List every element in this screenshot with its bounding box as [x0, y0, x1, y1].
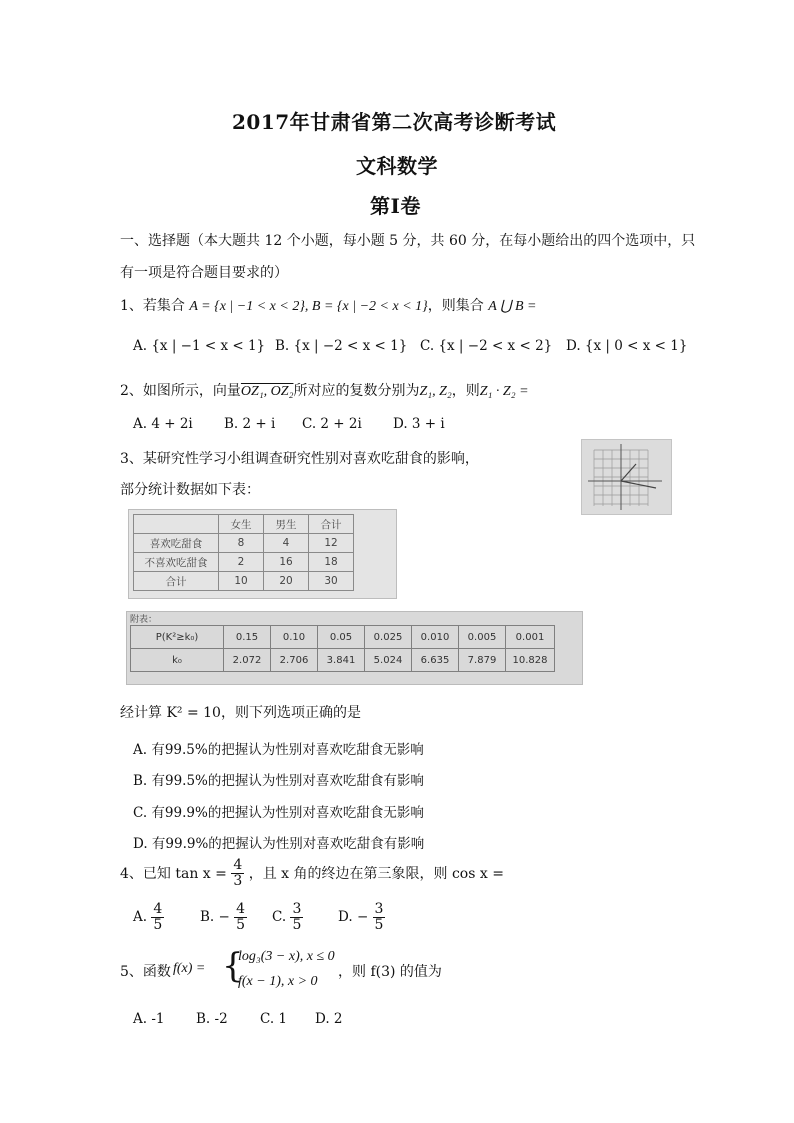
table-row — [131, 649, 555, 672]
q4-opt-label: D. — [338, 909, 353, 926]
q4-fraction — [231, 858, 244, 888]
critical-value-table — [130, 625, 555, 672]
survey-table-image — [128, 509, 397, 599]
q1-stem-b: ，则集合 — [427, 298, 489, 314]
q5-case-1: log₃(3 − x), x ≤ 0 — [238, 949, 335, 964]
table-cell: 男生 — [264, 515, 309, 534]
table-cell: 20 — [264, 572, 309, 591]
table-cell: 2.706 — [271, 649, 318, 672]
table-cell: 0.025 — [365, 626, 412, 649]
table-cell: 0.010 — [412, 626, 459, 649]
q4-frac-num: 4 — [233, 857, 243, 873]
q2-stem-a: 2、如图所示，向量 — [120, 383, 241, 399]
q2-z: Z₁, Z₂ — [419, 384, 452, 399]
q1-sets: A = {x | −1 < x < 2}, B = {x | −2 < x < 1} — [189, 299, 428, 314]
table-cell: 女生 — [219, 515, 264, 534]
q2-product: Z₁ · Z₂ = — [479, 384, 529, 399]
table-cell: 合计 — [134, 572, 219, 591]
table-cell: 12 — [309, 534, 354, 553]
table-row — [134, 553, 354, 572]
table-cell: 0.10 — [271, 626, 318, 649]
q3-compute: 经计算 K² = 10，则下列选项正确的是 — [120, 705, 361, 721]
q3-option-d: D. 有99.9%的把握认为性别对喜欢吃甜食有影响 — [133, 836, 425, 852]
section-title: 第Ⅰ卷 — [370, 194, 421, 218]
table-cell: 16 — [264, 553, 309, 572]
q4-stem-b: ，且 x 角的终边在第三象限，则 cos x = — [248, 866, 504, 883]
q3-option-c: C. 有99.9%的把握认为性别对喜欢吃甜食无影响 — [133, 805, 424, 821]
table-row — [131, 626, 555, 649]
table-cell: 6.635 — [412, 649, 459, 672]
q4-opt-frac — [234, 902, 247, 932]
table-row — [134, 534, 354, 553]
q2-option-b: B. 2 + i — [224, 416, 276, 432]
table-cell: 4 — [264, 534, 309, 553]
subject-title: 文科数学 — [356, 154, 438, 178]
q4-stem-a: 4、已知 tan x = — [120, 866, 227, 883]
table-cell: 2.072 — [224, 649, 271, 672]
table-cell: 8 — [219, 534, 264, 553]
q4-opt-frac — [151, 902, 164, 932]
table-cell: 10.828 — [506, 649, 555, 672]
q4-opt-den: 5 — [292, 916, 302, 933]
exam-title: 2017年甘肃省第二次高考诊断考试 — [232, 110, 557, 134]
table-cell: 0.05 — [318, 626, 365, 649]
table-cell — [134, 515, 219, 534]
q2-option-c: C. 2 + 2i — [302, 416, 362, 432]
question-4-stem — [120, 858, 504, 888]
q4-option-b — [200, 902, 247, 932]
q4-opt-label: B. — [200, 909, 215, 926]
q1-option-a: A. {x | −1 < x < 1} — [133, 338, 266, 354]
table-cell: 18 — [309, 553, 354, 572]
q3-option-b: B. 有99.5%的把握认为性别对喜欢吃甜食有影响 — [133, 773, 424, 789]
table-row — [134, 572, 354, 591]
q5-option-c: C. 1 — [260, 1011, 288, 1027]
table-cell: 30 — [309, 572, 354, 591]
table-cell: 合计 — [309, 515, 354, 534]
q4-opt-label: C. — [272, 909, 287, 926]
table-cell: 0.005 — [459, 626, 506, 649]
intro-line-1: 一、选择题（本大题共 12 个小题，每小题 5 分，共 60 分，在每小题给出的四个选项中，只 — [120, 233, 696, 249]
piecewise-brace: { — [222, 946, 244, 986]
q5-stem-a: 5、函数 — [120, 964, 171, 980]
q1-option-c: C. {x | −2 < x < 2} — [420, 338, 553, 354]
table-cell: 10 — [219, 572, 264, 591]
q1-option-b: B. {x | −2 < x < 1} — [275, 338, 408, 354]
table-cell: k₀ — [131, 649, 224, 672]
table-cell: 0.001 — [506, 626, 555, 649]
q5-case-2: f(x − 1), x > 0 — [238, 974, 318, 989]
table-cell: 7.879 — [459, 649, 506, 672]
q3-option-a: A. 有99.5%的把握认为性别对喜欢吃甜食无影响 — [133, 742, 424, 758]
vector-grid-svg — [582, 440, 671, 514]
q2-option-a: A. 4 + 2i — [133, 416, 193, 432]
vector-grid-figure — [581, 439, 672, 515]
q4-opt-den: 5 — [374, 916, 384, 933]
intro-line-2: 有一项是符合题目要求的） — [120, 265, 288, 281]
q1-union: A ⋃ B = — [488, 299, 537, 314]
table-caption: 附表： — [130, 615, 158, 625]
q4-opt-frac — [373, 902, 386, 932]
q5-option-d: D. 2 — [315, 1011, 343, 1027]
critical-value-table-image — [126, 611, 583, 685]
table-cell: 喜欢吃甜食 — [134, 534, 219, 553]
q4-frac-den: 3 — [233, 872, 243, 889]
survey-table — [133, 514, 354, 591]
q4-opt-frac — [290, 902, 303, 932]
q5-option-a: A. -1 — [133, 1011, 165, 1027]
question-2-stem — [120, 380, 529, 400]
q4-opt-num: 4 — [153, 901, 163, 917]
q3-line-1: 3、某研究性学习小组调查研究性别对喜欢吃甜食的影响， — [120, 451, 479, 467]
q1-stem-a: 1、若集合 — [120, 298, 190, 314]
q2-option-d: D. 3 + i — [393, 416, 445, 432]
q4-opt-label: A. — [133, 909, 148, 926]
q4-opt-num: 4 — [236, 901, 246, 917]
q5-option-b: B. -2 — [196, 1011, 228, 1027]
q4-opt-sign: − — [356, 909, 369, 926]
table-cell: 2 — [219, 553, 264, 572]
question-1-stem — [120, 295, 537, 315]
q2-stem-b: 所对应的复数分别为 — [293, 383, 420, 399]
table-cell: P(K²≥k₀) — [131, 626, 224, 649]
q2-stem-c: ，则 — [451, 383, 480, 399]
table-cell: 3.841 — [318, 649, 365, 672]
table-cell: 不喜欢吃甜食 — [134, 553, 219, 572]
table-cell: 5.024 — [365, 649, 412, 672]
q1-option-d: D. {x | 0 < x < 1} — [566, 338, 688, 354]
q4-option-c — [272, 902, 303, 932]
q2-vectors: OZ₁, OZ₂ — [240, 384, 294, 399]
q4-opt-num: 3 — [292, 901, 302, 917]
q4-option-a — [133, 902, 164, 932]
q5-stem-b: ，则 f(3) 的值为 — [338, 964, 442, 980]
q4-opt-num: 3 — [374, 901, 384, 917]
q4-opt-den: 5 — [236, 916, 246, 933]
q3-line-2: 部分统计数据如下表： — [120, 482, 260, 498]
q4-opt-sign: − — [218, 909, 230, 926]
table-cell: 0.15 — [224, 626, 271, 649]
q4-option-d — [338, 902, 385, 932]
q5-fx: f(x) = — [173, 961, 206, 976]
table-row — [134, 515, 354, 534]
q4-opt-den: 5 — [153, 916, 163, 933]
